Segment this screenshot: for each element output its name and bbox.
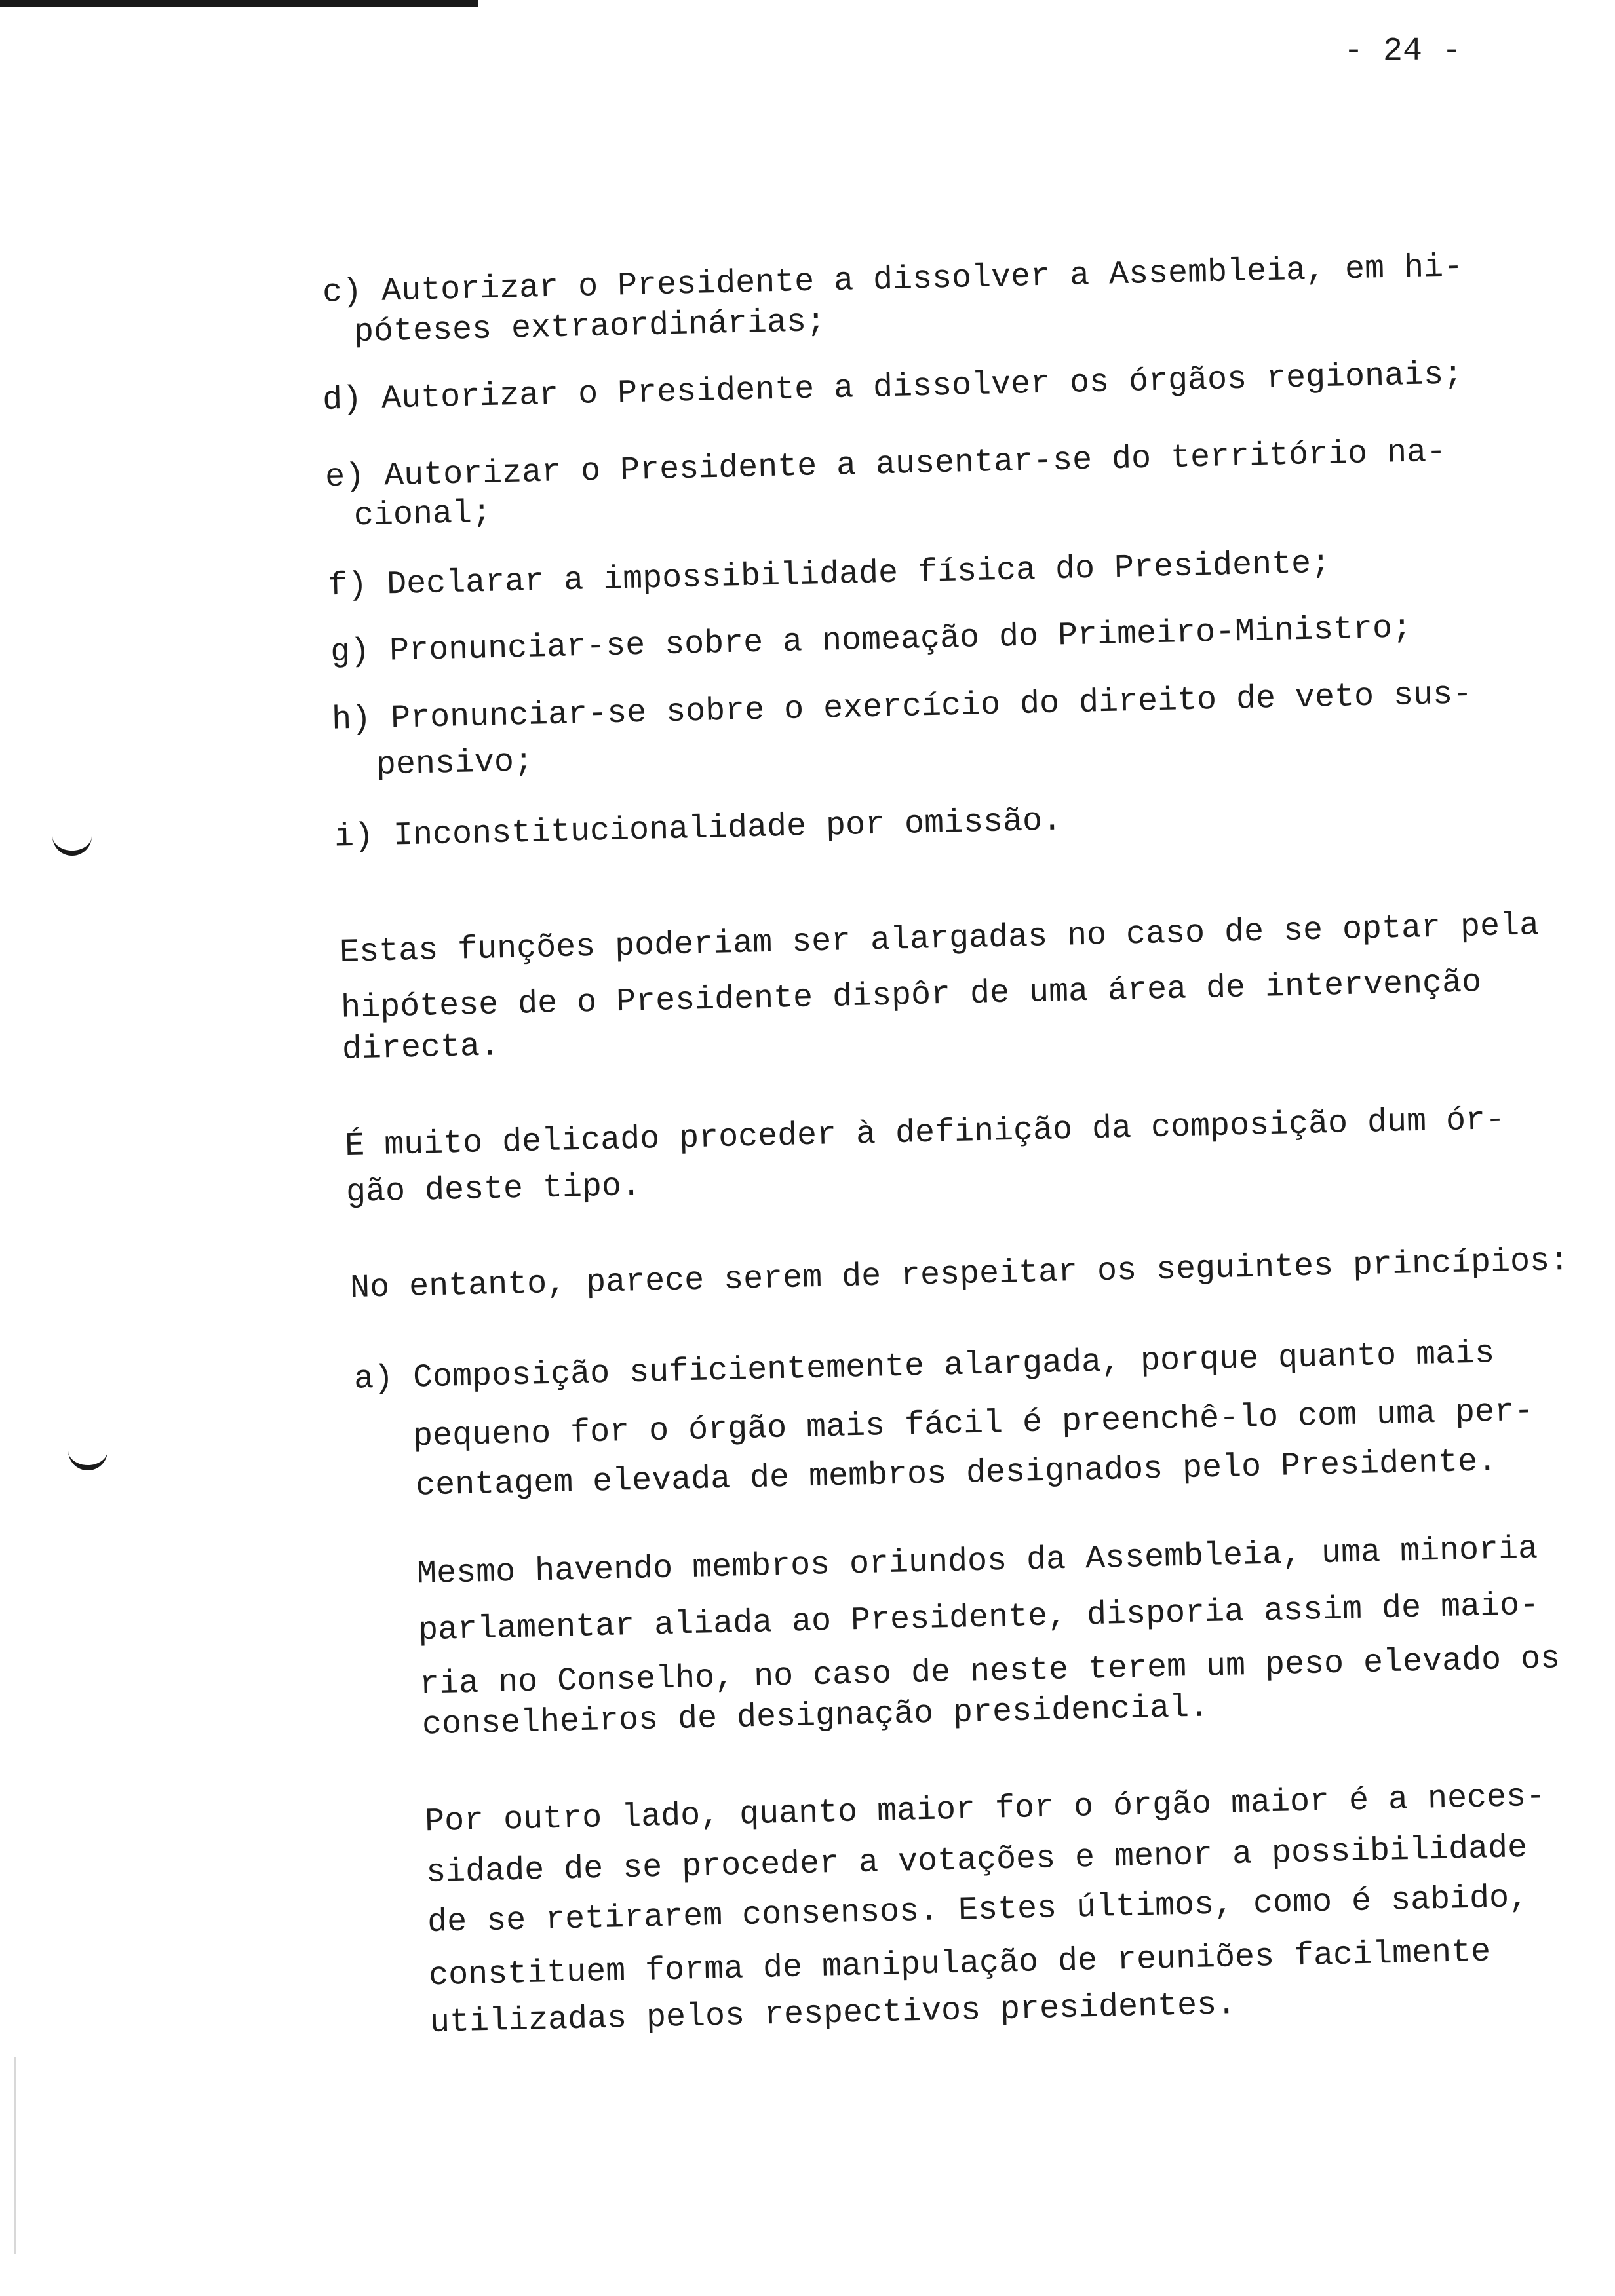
list-marker: d) <box>322 381 362 419</box>
list-item-e-line-1 <box>325 433 1447 498</box>
sub-paragraph-2-line-3: de se retirarem consensos. Estes últimos, como é sabido, <box>427 1879 1529 1942</box>
paragraph-1-line-1: Estas funções poderiam ser alargadas no caso de se optar pela <box>339 907 1540 972</box>
list-item-c-line-1 <box>322 248 1464 313</box>
sub-paragraph-2-line-2: sidade de se proceder a votações e menor a possibilidade <box>425 1829 1528 1892</box>
list-item-c-line-2: póteses extraordinárias; <box>353 303 827 352</box>
list-marker: i) <box>334 818 374 856</box>
paragraph-2-line-1: É muito delicado proceder à definição da composição dum ór- <box>344 1101 1506 1166</box>
paragraph-2-line-2: gão deste tipo. <box>345 1167 642 1212</box>
list-item-text: Autorizar o Presidente a ausentar-se do território na- <box>383 433 1447 495</box>
list-marker: e) <box>324 458 365 497</box>
list-item-a-line-3: centagem elevada de membros designados pelo Presidente. <box>415 1443 1498 1505</box>
sub-paragraph-1-line-3: ria no Conselho, no caso de neste terem um peso elevado os <box>419 1640 1561 1704</box>
sub-paragraph-2-line-5: utilizadas pelos respectivos presidentes. <box>429 1986 1237 2042</box>
scan-margin-line <box>14 2057 16 2254</box>
paragraph-1-line-3: directa. <box>341 1027 500 1069</box>
punch-hole-mark <box>68 1442 107 1470</box>
list-item-i <box>334 801 1062 857</box>
list-marker: g) <box>330 633 370 672</box>
list-item-text: Pronunciar-se sobre a nomeação do Primeiro-Ministro; <box>389 609 1412 670</box>
paragraph-3-line-1: No entanto, parece serem de respeitar os seguintes princípios: <box>349 1242 1570 1308</box>
list-item-text: Composição suficientemente alargada, porque quanto mais <box>412 1335 1495 1397</box>
punch-hole-mark <box>52 827 92 856</box>
page-number: - 24 - <box>1344 33 1462 70</box>
list-item-f <box>328 545 1331 607</box>
list-item-text: Autorizar o Presidente a dissolver os órgãos regionais; <box>381 356 1464 418</box>
list-item-text: Declarar a impossibilidade física do Presidente; <box>386 545 1331 604</box>
list-marker: h) <box>331 700 372 739</box>
sub-paragraph-1-line-4: conselheiros de designação presidencial. <box>421 1689 1209 1744</box>
list-item-h-line-1 <box>332 675 1473 740</box>
list-item-text: Inconstitucionalidade por omissão. <box>393 802 1062 855</box>
sub-paragraph-2-line-1: Por outro lado, quanto maior for o órgão maior é a neces- <box>424 1778 1546 1841</box>
sub-paragraph-1-line-1: Mesmo havendo membros oriundos da Assembleia, uma minoria <box>416 1530 1538 1594</box>
sub-paragraph-2-line-4: constituem forma de manipulação de reuniões facilmente <box>428 1933 1491 1995</box>
list-marker: f) <box>327 567 368 605</box>
paragraph-1-line-2: hipótese de o Presidente dispôr de uma área de intervenção <box>340 964 1482 1027</box>
list-item-a-line-2: pequeno for o órgão mais fácil é preenchê-lo com uma per- <box>412 1392 1534 1456</box>
list-marker: c) <box>322 273 362 312</box>
list-item-d <box>322 355 1464 420</box>
list-item-e-line-2: cional; <box>353 494 492 535</box>
list-item-g <box>330 609 1412 672</box>
list-item-a-line-1 <box>354 1334 1495 1399</box>
list-marker: a) <box>353 1360 394 1398</box>
sub-paragraph-1-line-2: parlamentar aliada ao Presidente, disporia assim de maio- <box>418 1586 1540 1650</box>
list-item-text: Autorizar o Presidente a dissolver a Assembleia, em hi- <box>381 248 1464 311</box>
top-edge-rule <box>0 0 478 7</box>
list-item-h-line-2: pensivo; <box>376 743 534 784</box>
list-item-text: Pronunciar-se sobre o exercício do direito de veto sus- <box>390 676 1473 738</box>
